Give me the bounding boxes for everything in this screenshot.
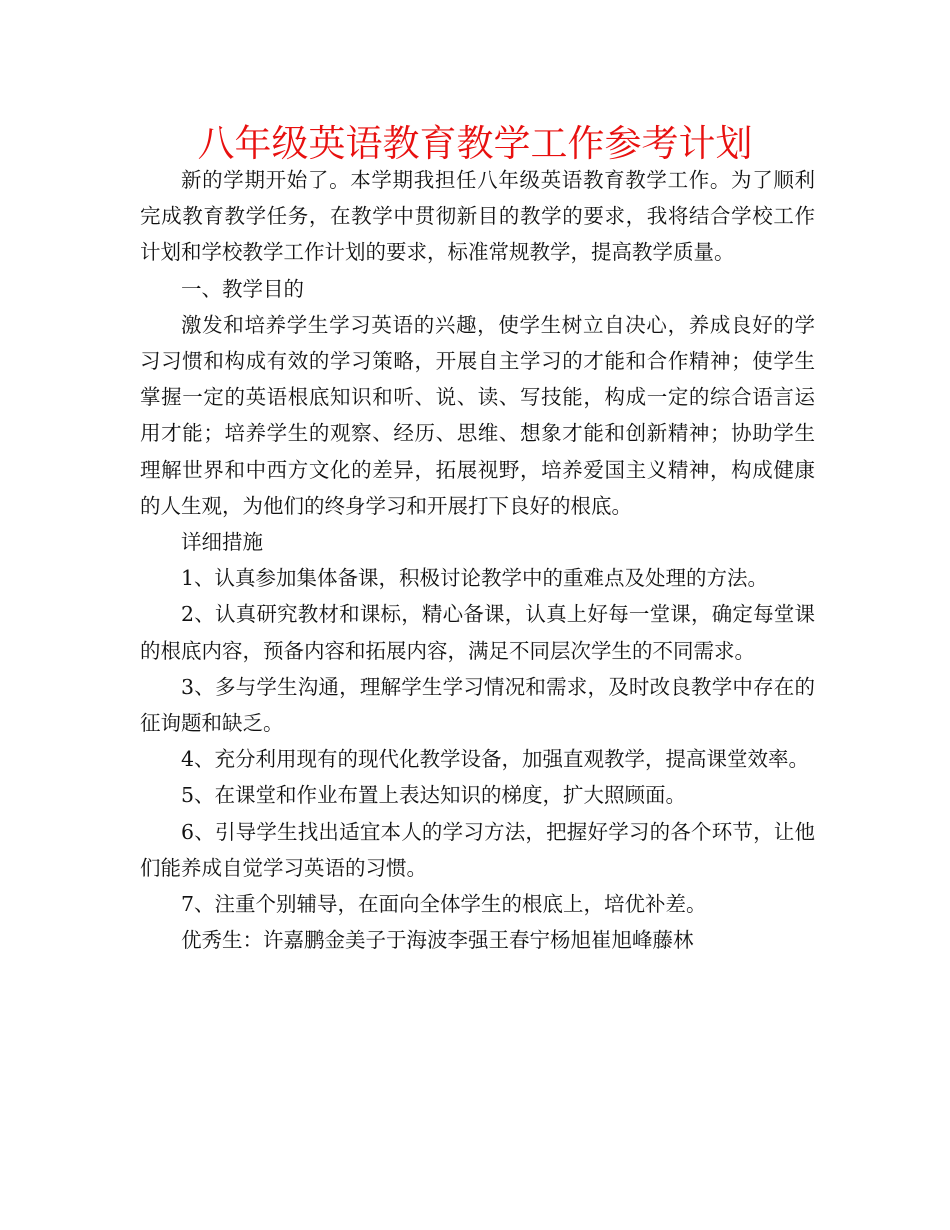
document-body — [140, 162, 815, 958]
measure-item-6: 6、引导学生找出适宜本人的学习方法，把握好学习的各个环节，让他们能养成自觉学习英语的习惯。 — [140, 819, 815, 880]
measure-item-7: 7、注重个别辅导，在面向全体学生的根底上，培优补差。 — [181, 892, 707, 917]
document-title: 八年级英语教育教学工作参考计划 — [197, 122, 753, 165]
section-heading-measures: 详细措施 — [181, 530, 263, 555]
measure-item-5: 5、在课堂和作业布置上表达知识的梯度，扩大照顾面。 — [181, 783, 687, 808]
measure-item-1: 1、认真参加集体备课，积极讨论教学中的重难点及处理的方法。 — [181, 566, 769, 591]
measure-item-4: 4、充分利用现有的现代化教学设备，加强直观教学，提高课堂效率。 — [181, 747, 810, 772]
measure-item-3: 3、多与学生沟通，理解学生学习情况和需求，及时改良教学中存在的征询题和缺乏。 — [140, 674, 815, 736]
measure-item-2: 2、认真研究教材和课标，精心备课，认真上好每一堂课，确定每堂课的根底内容，预备内容和拓展内容，满足不同层次学生的不同需求。 — [140, 602, 815, 663]
paragraph-teaching-goal: 激发和培养学生学习英语的兴趣，使学生树立自决心，养成良好的学习习惯和构成有效的学习策略，开展自主学习的才能和合作精神；使学生掌握一定的英语根底知识和听、说、读、写技能，构成一定的综合语言运用才能；培养学生的观察、经历、思维、想象才能和创新精神；协助学生理解世界和中西方文化的差异，拓展视野，培养爱国主义精神，构成健康的人生观，为他们的终身学习和开展打下良好的根底。 — [140, 312, 815, 518]
excellent-students-list: 优秀生：许嘉鹏金美子于海波李强王春宁杨旭崔旭峰藤林 — [181, 928, 694, 953]
paragraph-intro: 新的学期开始了。本学期我担任八年级英语教育教学工作。为了顺利完成教育教学任务，在教学中贯彻新目的教学的要求，我将结合学校工作计划和学校教学工作计划的要求，标准常规教学，提高教学质量。 — [140, 168, 815, 265]
section-heading-teaching-goal: 一、教学目的 — [181, 276, 304, 301]
